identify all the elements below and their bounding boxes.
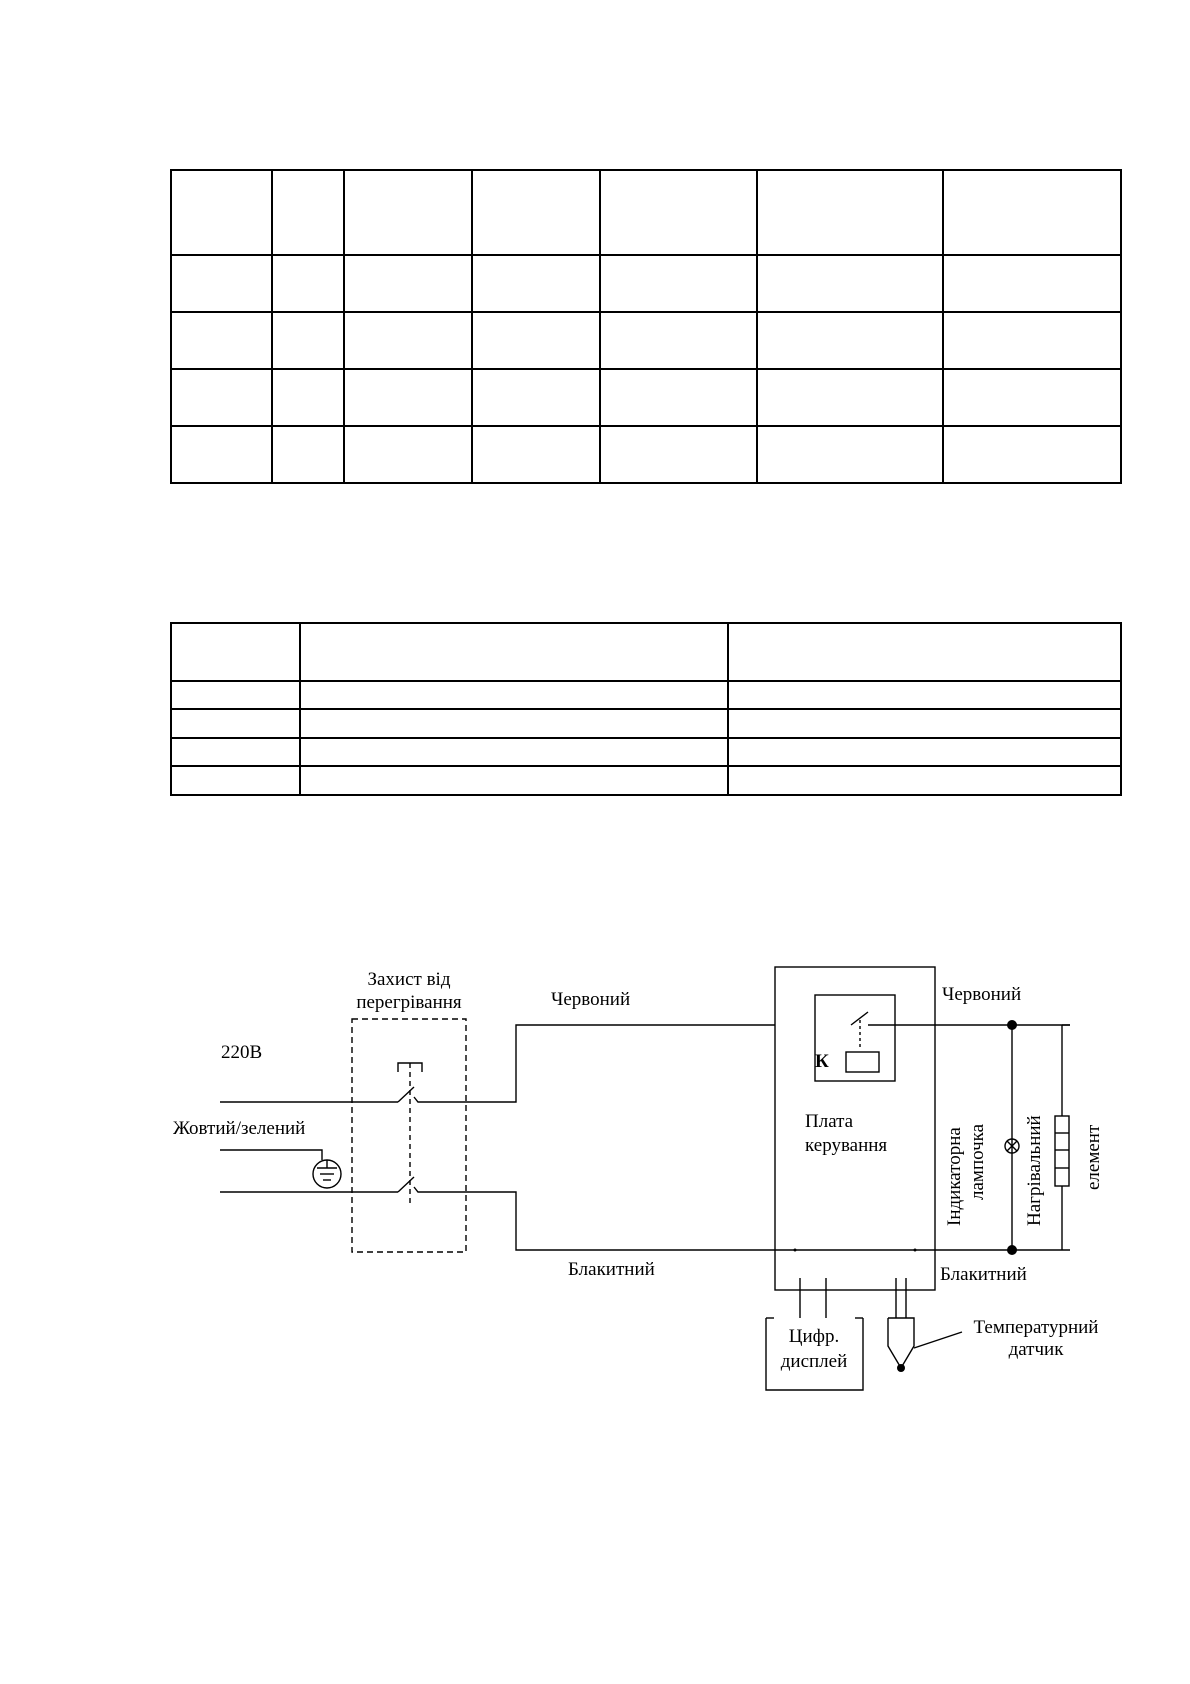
relay-label: К xyxy=(815,1051,829,1072)
wire-blue-left-label: Блакитний xyxy=(568,1259,655,1280)
voltage-label: 220В xyxy=(221,1042,263,1063)
indicator-lamp-label: Індикаторна xyxy=(944,1127,965,1226)
heating-element xyxy=(1055,1116,1069,1186)
wire-ground xyxy=(220,1150,322,1160)
control-board xyxy=(775,967,935,1290)
heating-element-label: елемент xyxy=(1083,1124,1104,1190)
switch-blade-bottom xyxy=(398,1177,414,1192)
wire-live-out xyxy=(414,1025,775,1102)
control-board-label: керування xyxy=(805,1135,888,1156)
temperature-sensor xyxy=(888,1318,914,1368)
indicator-lamp-label: лампочка xyxy=(967,1123,988,1200)
heating-element-label: Нагрівальний xyxy=(1024,1115,1045,1226)
digital-display-label: Цифр. xyxy=(788,1326,840,1347)
overheat-protection-box xyxy=(352,1019,466,1252)
wire-red-right-label: Червоний xyxy=(942,984,1022,1005)
switch-blade-top xyxy=(398,1087,414,1102)
wire-blue-right-label: Блакитний xyxy=(940,1264,1027,1285)
relay-switch xyxy=(851,1012,868,1025)
overheat-protection-label: перегрівання xyxy=(356,992,462,1013)
wire-red-left-label: Червоний xyxy=(551,989,631,1010)
overheat-protection-label: Захист від xyxy=(367,969,451,990)
control-board-label: Плата xyxy=(805,1111,854,1132)
temperature-sensor-label: датчик xyxy=(1008,1339,1064,1360)
digital-display-label: дисплей xyxy=(780,1351,848,1372)
ground-wire-label: Жовтий/зелений xyxy=(173,1118,306,1139)
temperature-sensor-label: Температурний xyxy=(973,1317,1099,1338)
relay-coil xyxy=(846,1052,879,1072)
